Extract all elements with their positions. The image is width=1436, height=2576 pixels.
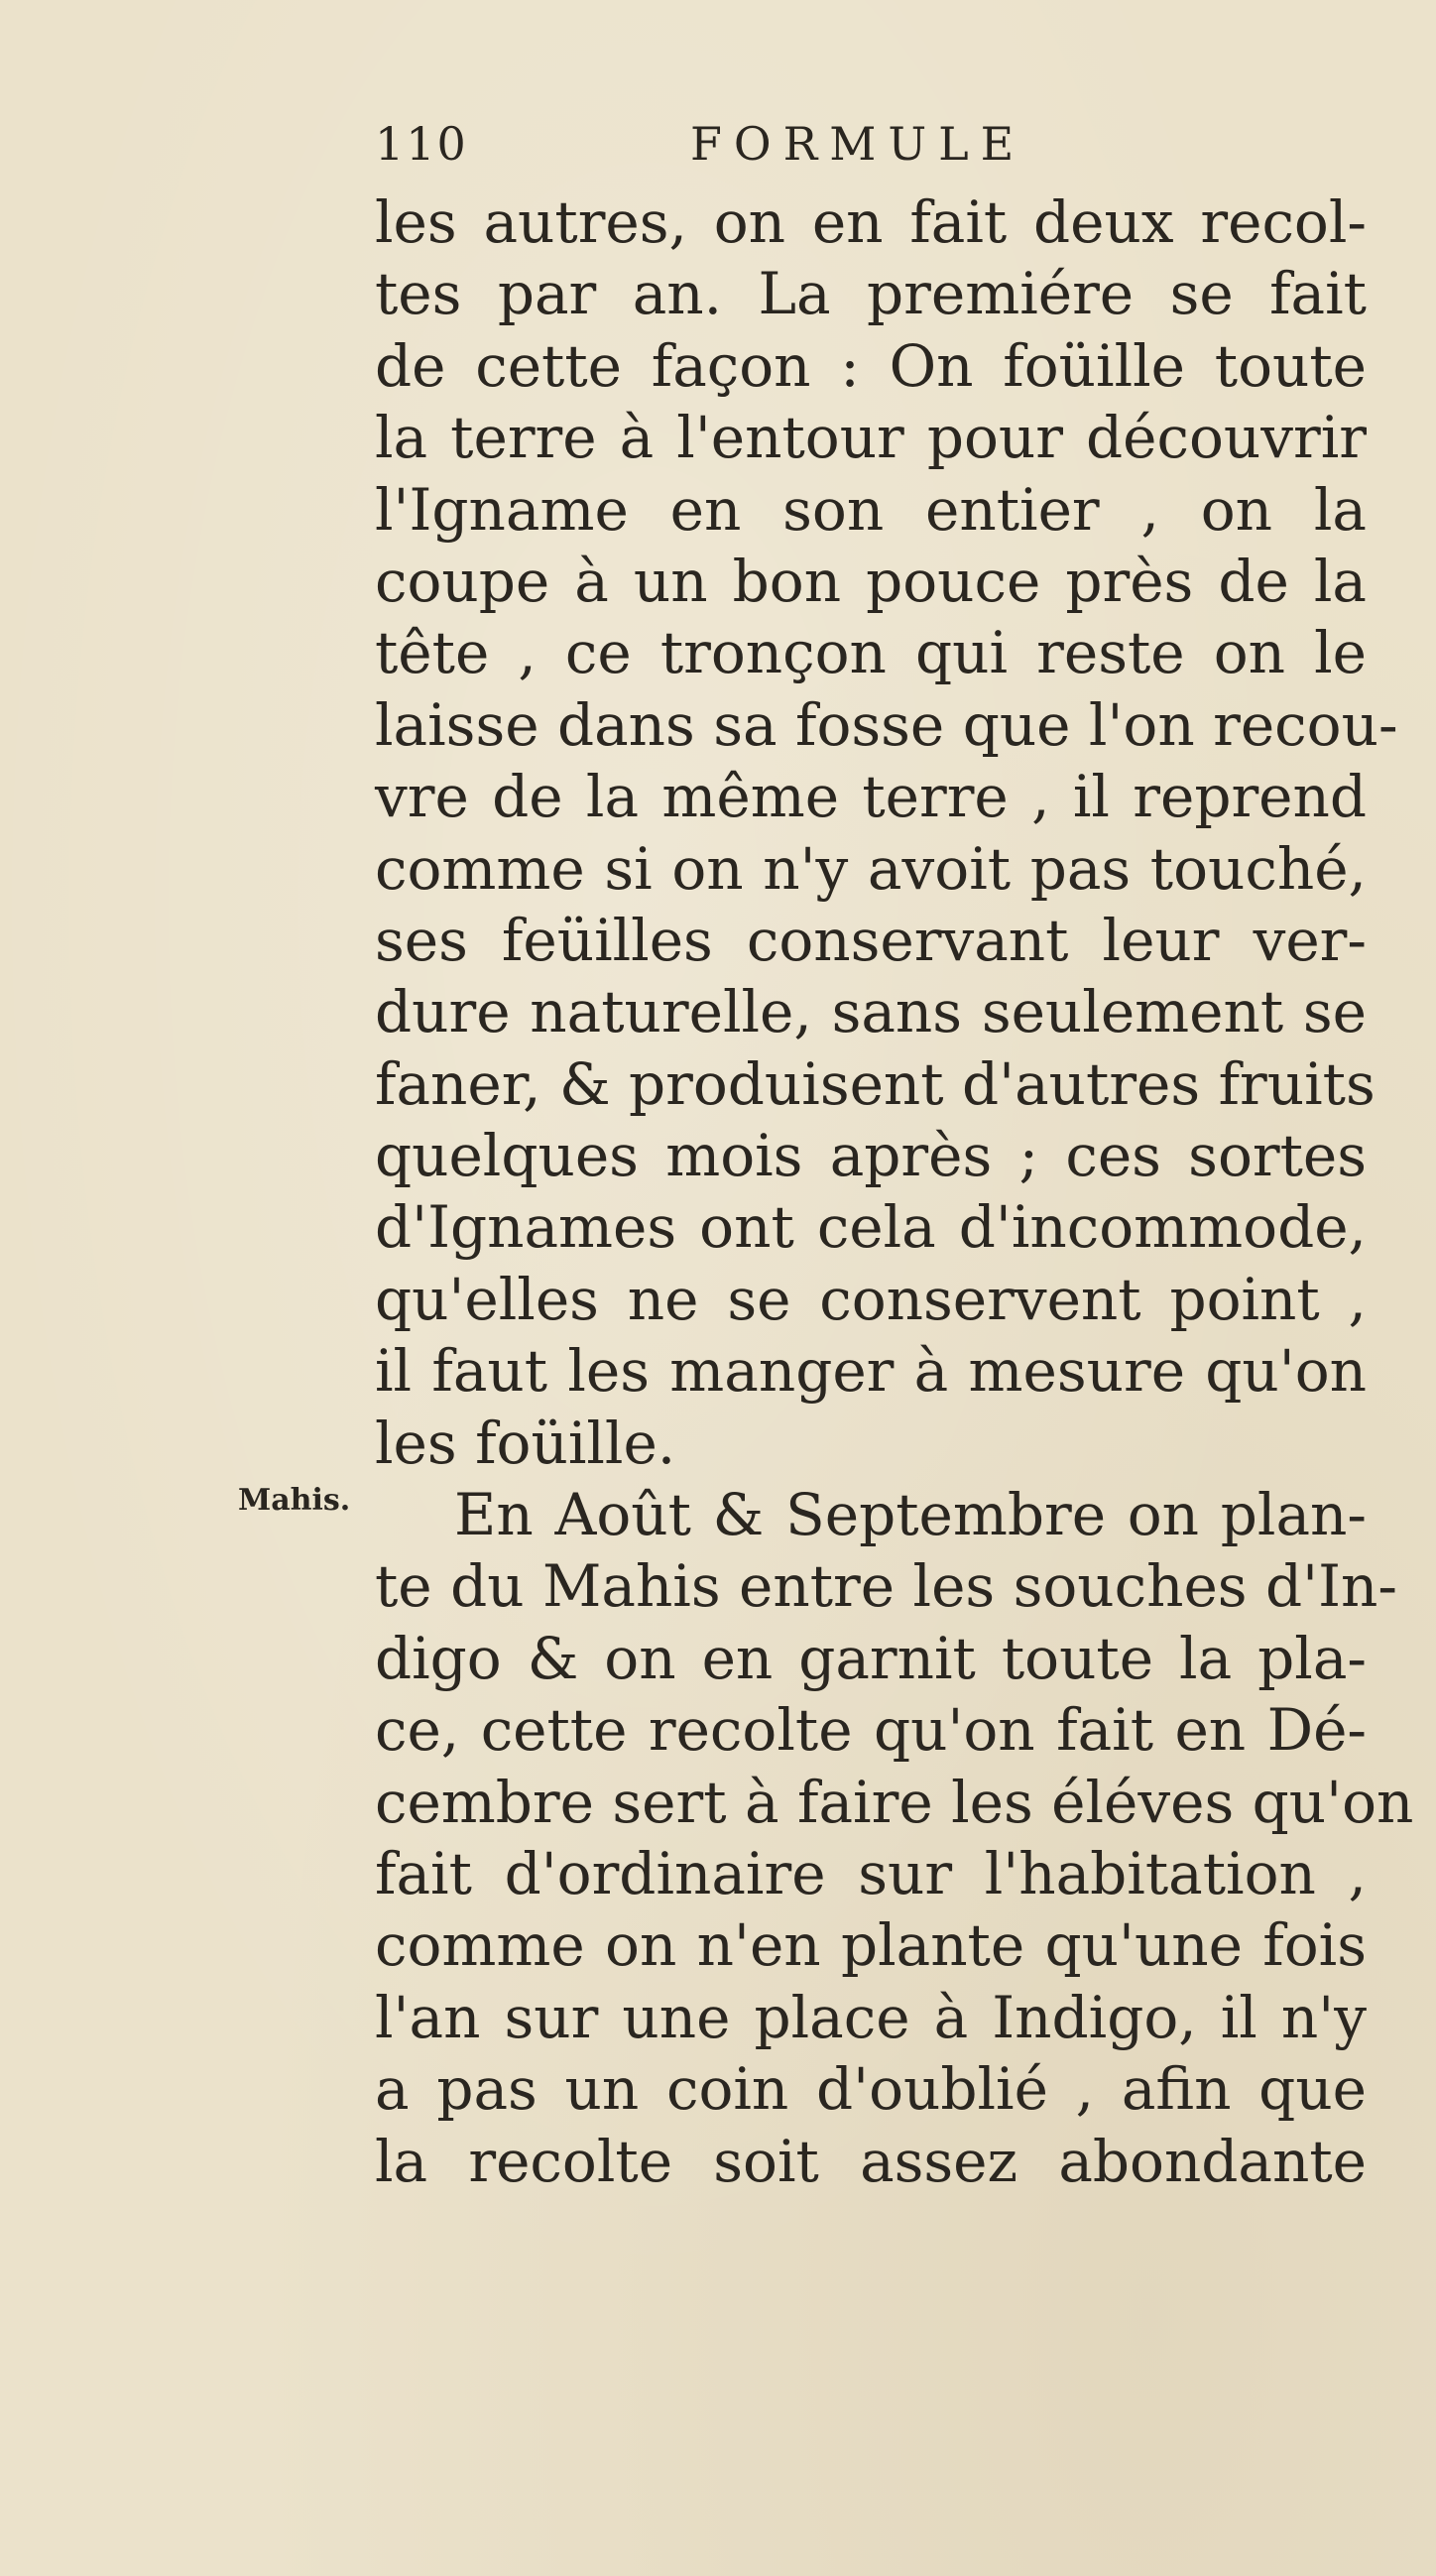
paragraph-start-line: En Août & Septembre on plan- bbox=[454, 1481, 1367, 1549]
text-line: a pas un coin d'oublié , afin que bbox=[375, 2055, 1367, 2124]
text-line: les foüille. bbox=[375, 1409, 676, 1477]
text-line: la recolte soit assez abondante bbox=[375, 2127, 1367, 2195]
text-line: la terre à l'entour pour découvrir bbox=[375, 404, 1367, 472]
text-line: tête , ce tronçon qui reste on le bbox=[375, 619, 1367, 687]
body-text bbox=[375, 186, 1414, 2197]
running-head bbox=[375, 117, 1069, 177]
text-line: fait d'ordinaire sur l'habitation , bbox=[375, 1839, 1367, 1907]
text-line: te du Mahis entre les souches d'In- bbox=[375, 1552, 1397, 1621]
margin-note-mahis: Mahis. bbox=[238, 1483, 351, 1518]
text-line: comme si on n'y avoit pas touché, bbox=[375, 834, 1367, 903]
text-line: faner, & produisent d'autres fruits bbox=[375, 1049, 1376, 1118]
text-line: quelques mois après ; ces sortes bbox=[375, 1122, 1367, 1190]
text-line: laisse dans sa fosse que l'on recou- bbox=[375, 690, 1398, 759]
text-line: qu'elles ne se conservent point , bbox=[375, 1265, 1367, 1333]
text-line: les autres, on en fait deux recol- bbox=[375, 188, 1367, 256]
text-line: d'Ignames ont cela d'incommode, bbox=[375, 1193, 1367, 1262]
text-line: vre de la même terre , il reprend bbox=[375, 763, 1367, 831]
text-line: comme on n'en plante qu'une fois bbox=[375, 1911, 1367, 1980]
text-line: ce, cette recolte qu'on fait en Dé- bbox=[375, 1696, 1367, 1765]
text-line: l'an sur une place à Indigo, il n'y bbox=[375, 1983, 1367, 2051]
text-line: tes par an. La premiére se fait bbox=[375, 260, 1367, 328]
text-line: cembre sert à faire les éléves qu'on bbox=[375, 1768, 1414, 1836]
page-number: 110 bbox=[375, 117, 468, 171]
text-line: l'Igname en son entier , on la bbox=[375, 475, 1367, 544]
running-head-title: FORMULE bbox=[690, 117, 1026, 171]
text-line: il faut les manger à mesure qu'on bbox=[375, 1337, 1367, 1406]
text-line: dure naturelle, sans seulement se bbox=[375, 978, 1367, 1046]
text-line: coupe à un bon pouce près de la bbox=[375, 547, 1367, 615]
text-line: ses feüilles conservant leur ver- bbox=[375, 906, 1367, 974]
text-line: de cette façon : On foüille toute bbox=[375, 331, 1367, 400]
text-line: digo & on en garnit toute la pla- bbox=[375, 1624, 1367, 1692]
